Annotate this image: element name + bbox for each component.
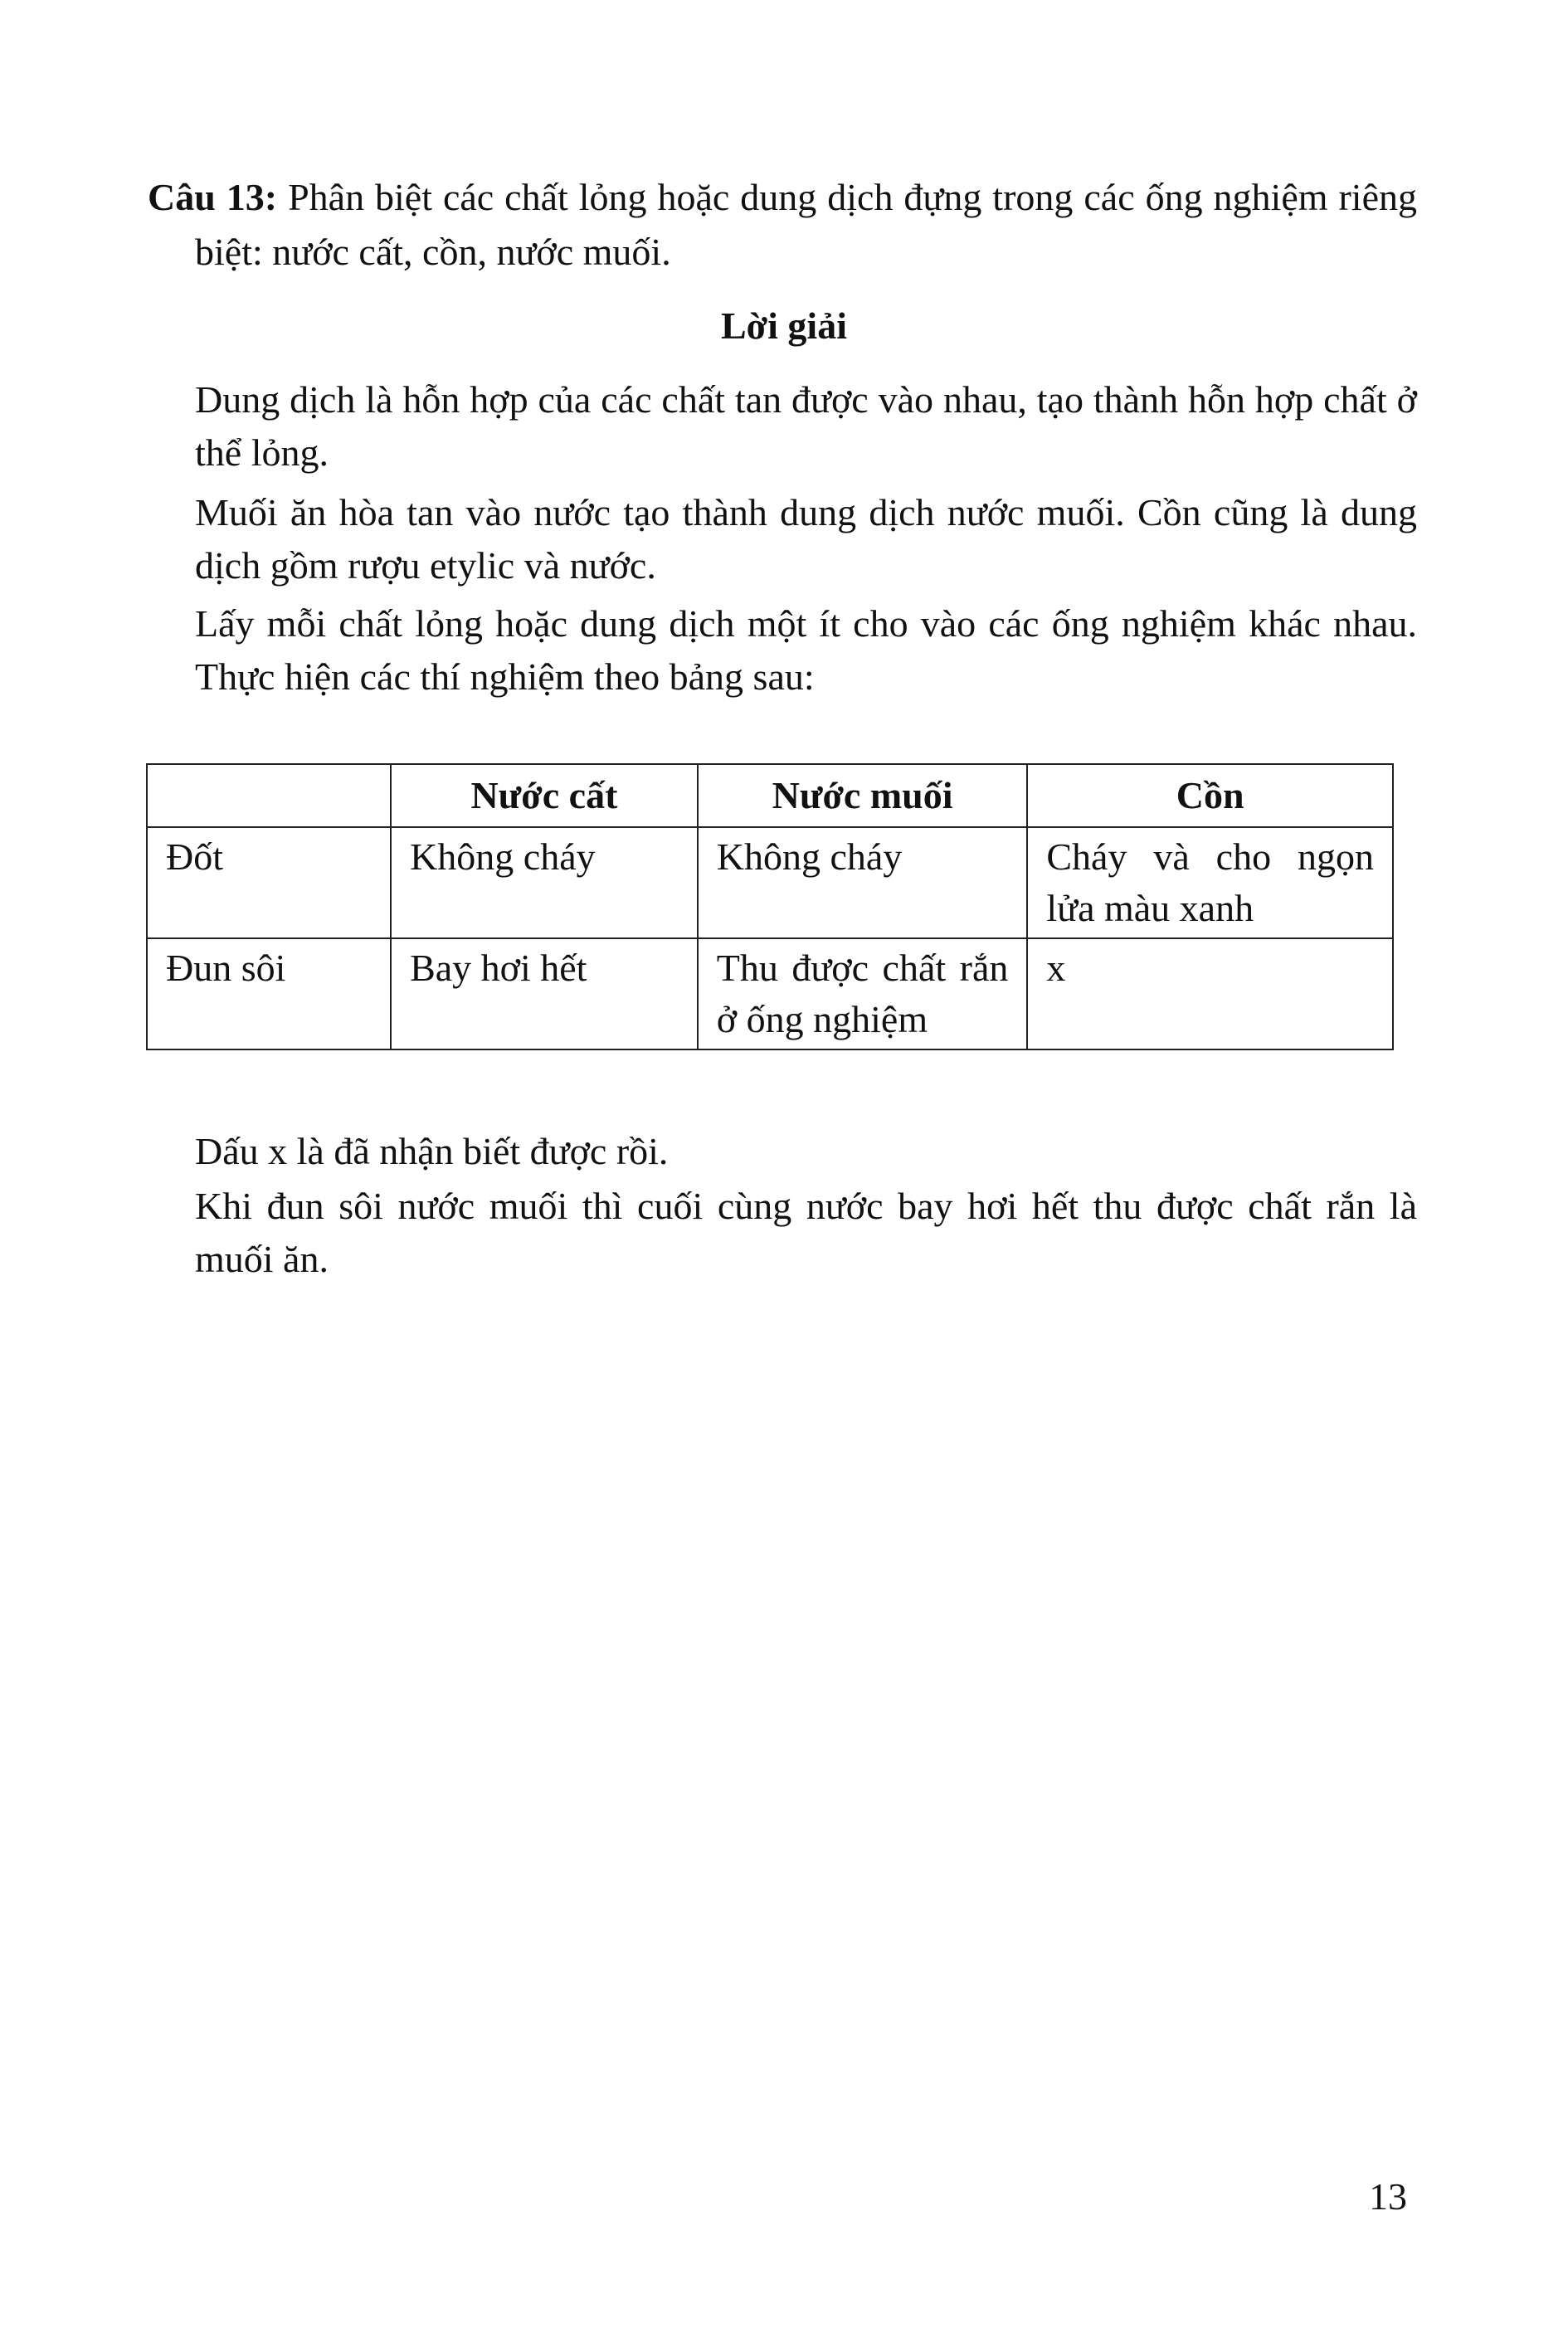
closing-paragraph-1: Dấu x là đã nhận biết được rồi. (195, 1130, 669, 1172)
table-header-distilled-water: Nước cất (391, 764, 698, 827)
closing-paragraph-2: Khi đun sôi nước muối thì cuối cùng nước bay hơi hết thu được chất rắn là muối ăn. (195, 1185, 1417, 1280)
solution-paragraph-3: Lấy mỗi chất lỏng hoặc dung dịch một ít cho vào các ống nghiệm khác nhau. Thực hiện các thí nghiệm theo bảng sau: (195, 602, 1417, 698)
table-header-alcohol: Cồn (1027, 764, 1393, 827)
table-cell: Không cháy (698, 827, 1028, 938)
table-cell: Đun sôi (147, 938, 391, 1049)
table-cell: Không cháy (391, 827, 698, 938)
question-label: Câu 13: (148, 176, 278, 218)
table-row (147, 938, 1393, 1049)
table-row (147, 827, 1393, 938)
solution-title: Lời giải (721, 304, 847, 347)
table-cell: Đốt (147, 827, 391, 938)
page-number: 13 (1369, 2175, 1407, 2218)
table-header-salt-water: Nước muối (698, 764, 1028, 827)
question (148, 170, 1417, 280)
experiment-table (146, 763, 1394, 1050)
table-header-empty (147, 764, 391, 827)
table-header-row (147, 764, 1393, 827)
question-text: Phân biệt các chất lỏng hoặc dung dịch đựng trong các ống nghiệm riêng biệt: nước cất, cồn, nước muối. (195, 176, 1418, 273)
table-cell: Cháy và cho ngọn lửa màu xanh (1027, 827, 1393, 938)
solution-paragraph-1: Dung dịch là hỗn hợp của các chất tan được vào nhau, tạo thành hỗn hợp chất ở thể lỏng. (195, 378, 1417, 474)
table-cell: x (1027, 938, 1393, 1049)
table-cell: Thu được chất rắn ở ống nghiệm (698, 938, 1028, 1049)
table-cell: Bay hơi hết (391, 938, 698, 1049)
solution-paragraph-2: Muối ăn hòa tan vào nước tạo thành dung dịch nước muối. Cồn cũng là dung dịch gồm rượu etylic và nước. (195, 491, 1417, 587)
